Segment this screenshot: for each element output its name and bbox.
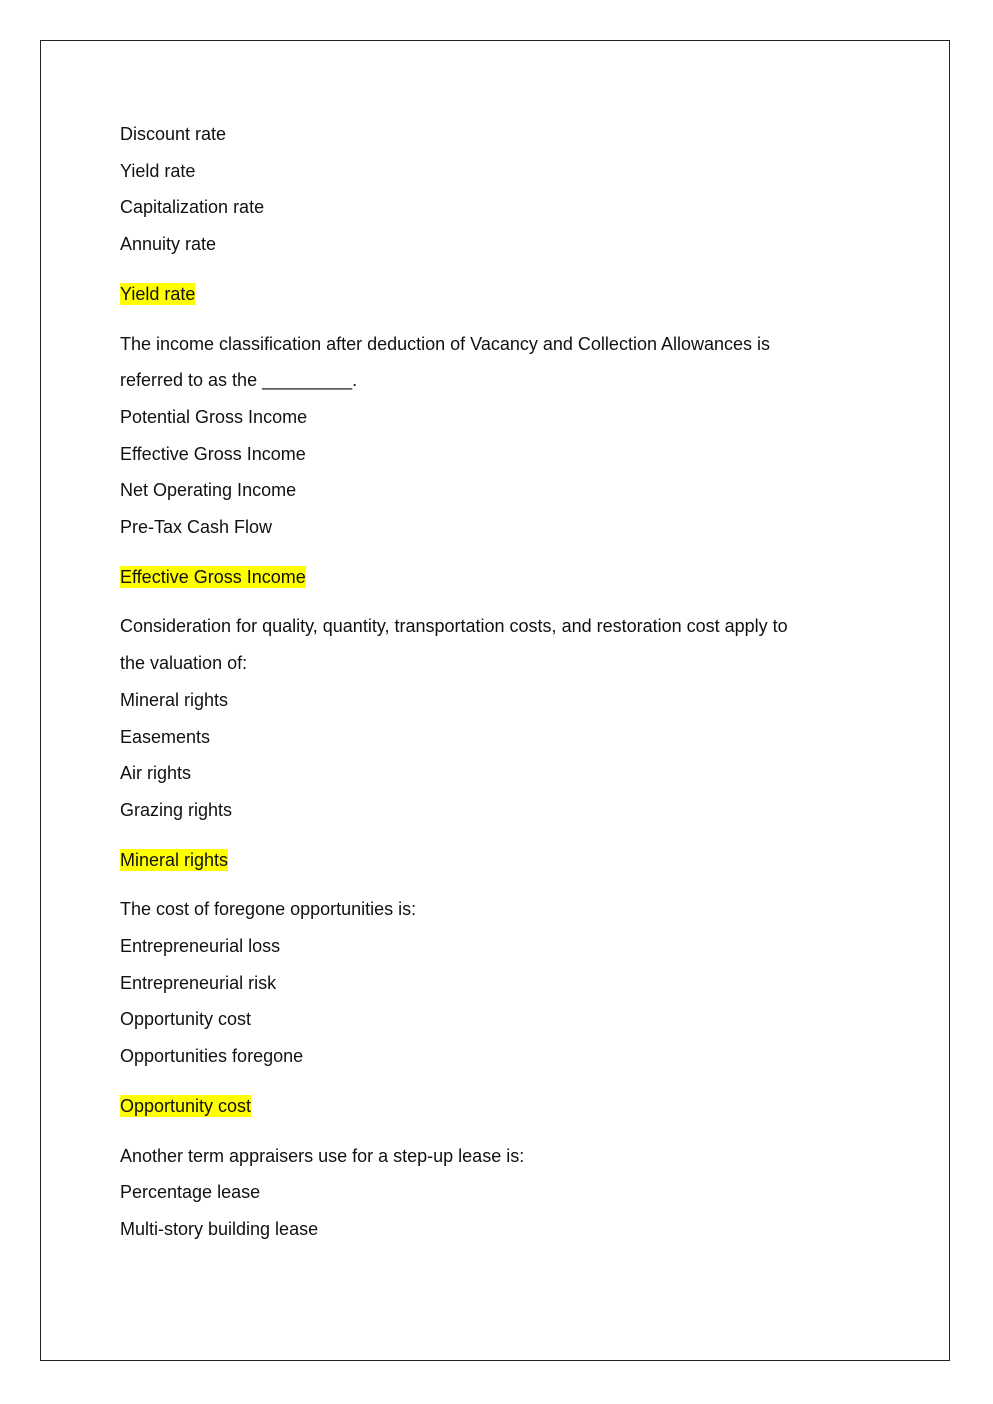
option-text: Percentage lease — [120, 1182, 261, 1203]
option-text: Grazing rights — [120, 799, 233, 820]
option-text: Opportunities foregone — [120, 1046, 304, 1067]
question-text: the valuation of: — [120, 653, 248, 674]
question-text: referred to as the _________. — [120, 370, 358, 391]
document-content — [120, 116, 870, 1248]
question-text: The income classification after deduction of Vacancy and Collection Allowances is — [120, 333, 771, 354]
option-text: Air rights — [120, 763, 192, 784]
option-text: Discount rate — [120, 124, 227, 144]
option-text: Yield rate — [120, 160, 196, 181]
option-text: Entrepreneurial risk — [120, 972, 277, 993]
option-text: Annuity rate — [120, 234, 217, 255]
option-text: Easements — [120, 726, 211, 747]
question-text: Another term appraisers use for a step-up lease is: — [120, 1145, 525, 1166]
highlighted-answer: Opportunity cost — [120, 1095, 252, 1116]
option-text: Mineral rights — [120, 689, 229, 710]
option-text: Pre-Tax Cash Flow — [120, 517, 273, 538]
question-text: The cost of foregone opportunities is: — [120, 899, 417, 920]
question-block — [120, 1138, 870, 1248]
option-text: Net Operating Income — [120, 480, 297, 501]
option-text: Potential Gross Income — [120, 406, 308, 427]
option-text: Entrepreneurial loss — [120, 936, 281, 957]
question-block — [120, 326, 870, 596]
question-text: Consideration for quality, quantity, transportation costs, and restoration cost apply to — [120, 616, 788, 637]
question-block — [120, 116, 870, 313]
highlighted-answer: Effective Gross Income — [120, 566, 306, 587]
question-block — [120, 891, 870, 1124]
question-block — [120, 608, 870, 878]
highlighted-answer: Mineral rights — [120, 849, 229, 870]
option-text: Capitalization rate — [120, 197, 265, 218]
highlighted-answer: Yield rate — [120, 283, 196, 304]
option-text: Opportunity cost — [120, 1009, 252, 1030]
option-text: Effective Gross Income — [120, 443, 306, 464]
option-text: Multi-story building lease — [120, 1218, 319, 1239]
